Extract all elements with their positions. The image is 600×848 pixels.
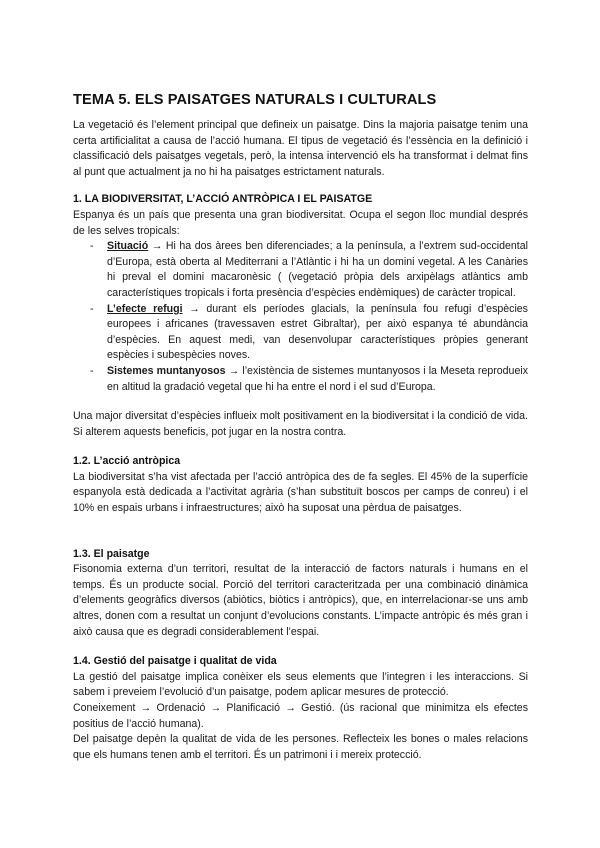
section-1-lead: Espanya és un país que presenta una gran biodiversitat. Ocupa el segon lloc mundial després de les selves tropicals: (73, 208, 528, 237)
term-sistemes-muntanyosos: Sistemes muntanyosos (107, 364, 226, 377)
section-1-4-heading: 1.4. Gestió del paisatge i qualitat de vida (73, 655, 277, 668)
section-1-3-heading: 1.3. El paisatge (73, 547, 150, 560)
section-1-4-p3: Del paisatge depèn la qualitat de vida de les persones. Reflecteix les bones o males relacions que els humans tenen amb el territori. És un patrimoni i i mereix protecció. (73, 733, 528, 761)
section-1-heading: 1. LA BIODIVERSITAT, L’ACCIÓ ANTRÒPICA I EL PAISATGE (73, 193, 373, 206)
page-title: TEMA 5. ELS PAISATGES NATURALS I CULTURALS (73, 92, 437, 108)
list-item-text: → l’existència de sistemes muntanyosos i la Meseta reprodueix en altitud la gradació vegetal que hi ha entre el nord i el sud d’Europa. (107, 364, 528, 393)
document-page (73, 92, 528, 763)
intro-paragraph: La vegetació és l’element principal que defineix un paisatge. Dins la majoria paisatge tenim una certa artificialitat a causa de l’acció humana. El tipus de vegetació és l’essència en la definició i classificació dels paisatges vegetals, però, la intensa intervenció els ha transformat i delmat fins al punt que actualment ja no hi ha paisatges estrictament naturals. (73, 119, 528, 178)
section-1-closing: Una major diversitat d’espècies influeix molt positivament en la biodiversitat i la condició de vida. Si alterem aquests beneficis, pot jugar en la nostra contra. (73, 410, 528, 438)
section-1-2-text: La biodiversitat s’ha vist afectada per l’acció antròpica des de fa segles. El 45% de la superfície espanyola està dedicada a l’activitat agrària (s’han substituït boscos per camps de conreu) i el 10% en espais urbans i infraestructures; això ha suposat una pèrdua de paisatges. (73, 470, 528, 515)
section-1-4-p2: Coneixement → Ordenació → Planificació → Gestió. (ús racional que minimitza els efectes positius de l’acció humana). (73, 702, 528, 730)
list-item-text: → Hi ha dos àrees ben diferenciades; a la península, a l’extrem sud-occidental d’Europa, està oberta al Mediterrani a l’Atlàntic i hi ha un domini vegetal. A les Canàries hi preval el domini macaronèsic ( (vegetació pròpia dels arxipèlags atlàntics amb característiques tropicals i forta presència d’espècies endèmiques) de caràcter tropical. (107, 240, 528, 299)
section-1-4-p1: La gestió del paisatge implica conèixer els seus elements que l’integren i les interaccions. Si sabem i preveiem l’evolució d’un paisatge, podem aplicar mesures de protecció. (73, 670, 528, 699)
term-efecte-refugi: L’efecte refugi (107, 302, 183, 315)
list-item (90, 302, 528, 364)
list-item (90, 364, 528, 395)
list-item (90, 239, 528, 301)
list-item-text: → durant els períodes glacials, la península fou refugi d’espècies europees i africanes (travessaven estret Gibraltar), per això espanya té abundància d’espècies. En aquest medi, van desenvolupar característiques pròpies generant espècies i subespècies noves. (107, 302, 528, 362)
factors-list (73, 239, 528, 395)
section-1-2-heading: 1.2. L’acció antròpica (73, 455, 181, 468)
term-situacio: Situació (107, 240, 149, 253)
section-1-3-text: Fisonomia externa d’un territori, resultat de la interacció de factors naturals i humans en el temps. És un producte social. Porció del territori caracteritzada per una combinació dinàmica d’elements geogràfics diversos (abiòtics, biòtics i antròpics), que, en interrelacionar-se uns amb altres, donen com a resultat un conjunt d’evolucions constants. L’impacte antròpic és més gran i això causa que es degradi considerablement l’espai. (73, 563, 528, 638)
